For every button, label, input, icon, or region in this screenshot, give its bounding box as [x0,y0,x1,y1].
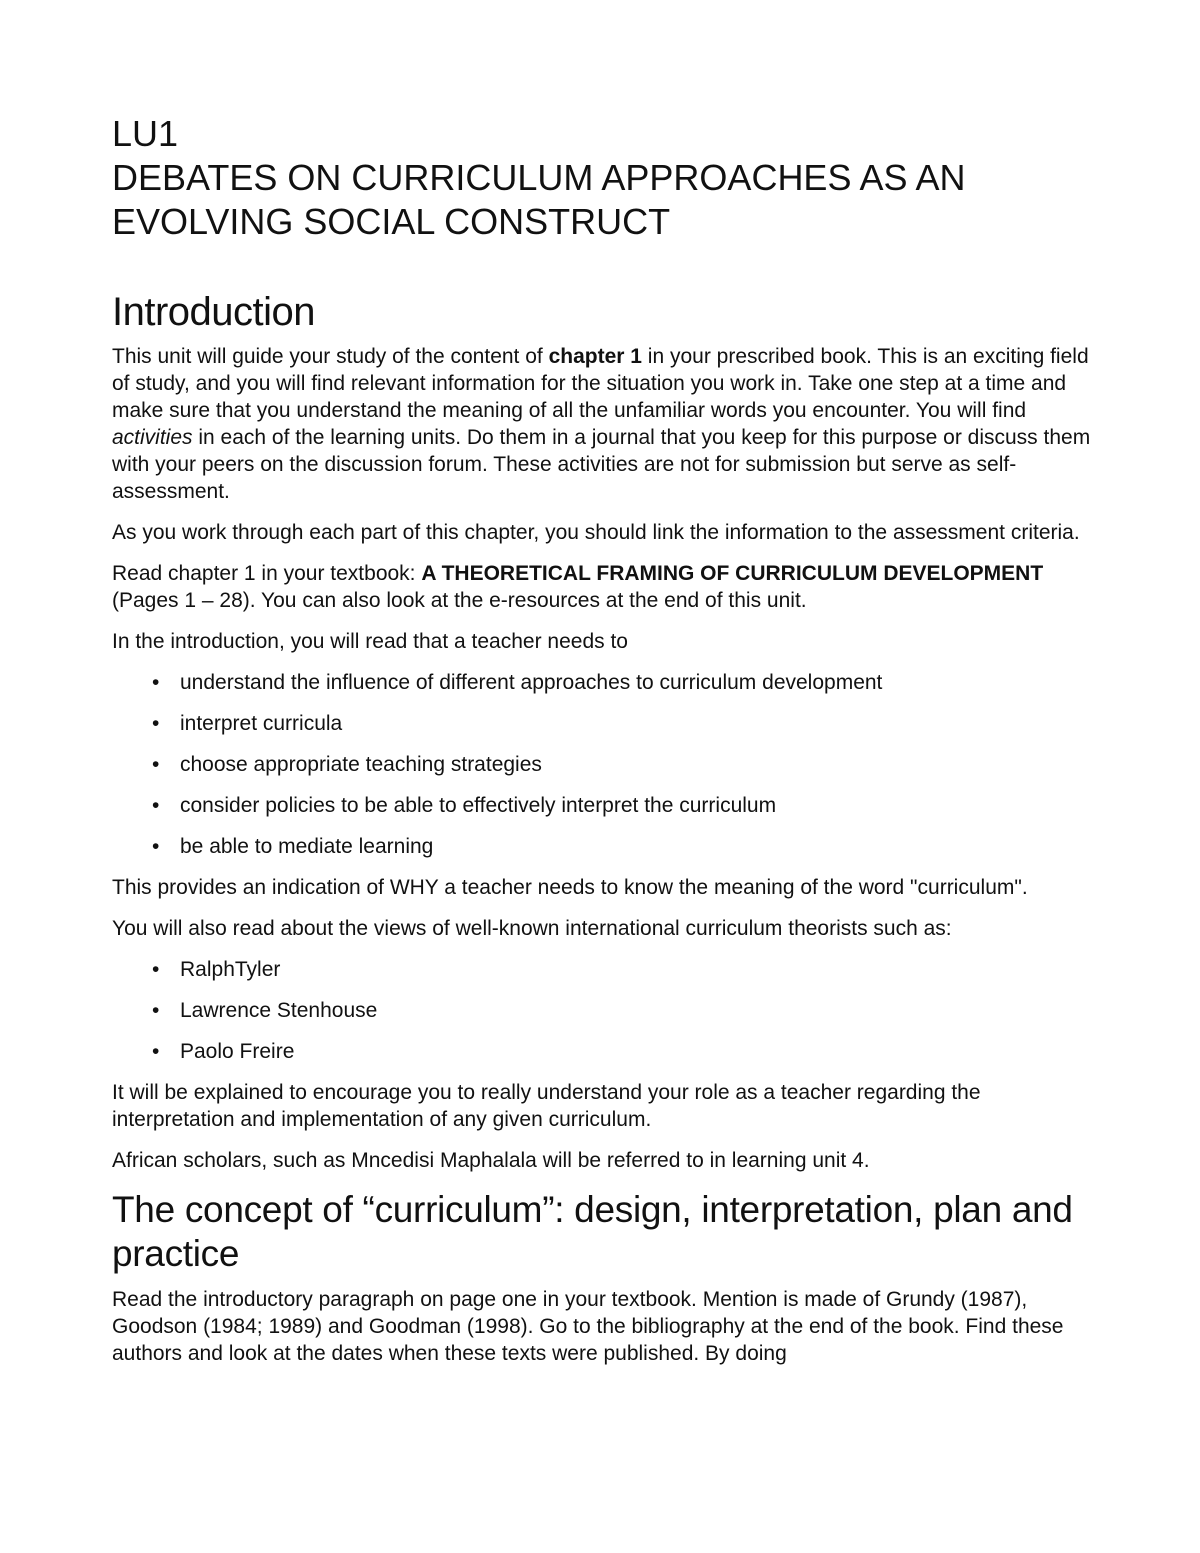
document-page [112,112,1092,1381]
list-item [112,669,1092,696]
african-scholars-paragraph: African scholars, such as Mncedisi Maphalala will be referred to in learning unit 4. [112,1149,870,1172]
teacher-needs-list [112,669,1092,860]
intro-paragraph [112,343,1092,505]
teacher-needs-paragraph: In the introduction, you will read that a teacher needs to [112,630,628,653]
bullet: • [152,753,160,776]
bullet: • [152,835,160,858]
list-item [112,997,1092,1024]
bold-text: chapter 1 [548,345,642,368]
concept-paragraph: Read the introductory paragraph on page one in your textbook. Mention is made of Grundy (1987), Goodson (1984; 1989) and Goodman (1998). Go to the bibliography at the end of the book. Find these authors and look at the dates when these texts were published. By doing [112,1288,1064,1365]
list-item-text: interpret curricula [180,712,343,735]
unit-title-line-2: EVOLVING SOCIAL CONSTRUCT [112,201,671,242]
read-chapter-paragraph [112,560,1092,614]
list-item [112,1038,1092,1065]
unit-code: LU1 [112,113,179,154]
text-run: Read chapter 1 in your textbook: [112,562,422,585]
text-run: in your prescribed book. This is an exciting field of study, and you will find relevant information for the situation you work in. Take one step at a time and make sure that you understand the meaning of all the unfamiliar words you encounter. You will find [112,345,1089,422]
list-item-text: consider policies to be able to effectively interpret the curriculum [180,794,777,817]
bullet: • [152,958,160,981]
text-run: in each of the learning units. Do them in a journal that you keep for this purpose or discuss them with your peers on the discussion forum. These activities are not for submission but serve as self-assessment. [112,426,1091,503]
unit-title-line-1: DEBATES ON CURRICULUM APPROACHES AS AN [112,157,966,198]
why-paragraph: This provides an indication of WHY a teacher needs to know the meaning of the word "curriculum". [112,876,1028,899]
list-item-text: be able to mediate learning [180,835,434,858]
list-item [112,956,1092,983]
list-item-text: Paolo Freire [180,1040,295,1063]
list-item [112,792,1092,819]
list-item-text: choose appropriate teaching strategies [180,753,542,776]
text-run: (Pages 1 – 28). You can also look at the e-resources at the end of this unit. [112,589,807,612]
concept-heading: The concept of “curriculum”: design, interpretation, plan and practice [112,1189,1073,1274]
bullet: • [152,794,160,817]
bullet: • [152,712,160,735]
list-item [112,751,1092,778]
list-item-text: RalphTyler [180,958,281,981]
role-paragraph: It will be explained to encourage you to really understand your role as a teacher regarding the interpretation and implementation of any given curriculum. [112,1081,981,1131]
bullet: • [152,671,160,694]
bullet: • [152,1040,160,1063]
theorists-list [112,956,1092,1065]
theorists-paragraph: You will also read about the views of well-known international curriculum theorists such as: [112,917,952,940]
list-item [112,710,1092,737]
unit-title [112,112,1092,244]
bullet: • [152,999,160,1022]
list-item-text: Lawrence Stenhouse [180,999,378,1022]
introduction-heading: Introduction [112,290,316,334]
list-item-text: understand the influence of different approaches to curriculum development [180,671,883,694]
italic-text: activities [112,426,193,449]
text-run: This unit will guide your study of the content of [112,345,549,368]
assessment-paragraph: As you work through each part of this chapter, you should link the information to the assessment criteria. [112,521,1080,544]
bold-text: A THEORETICAL FRAMING OF CURRICULUM DEVELOPMENT [421,562,1044,585]
list-item [112,833,1092,860]
